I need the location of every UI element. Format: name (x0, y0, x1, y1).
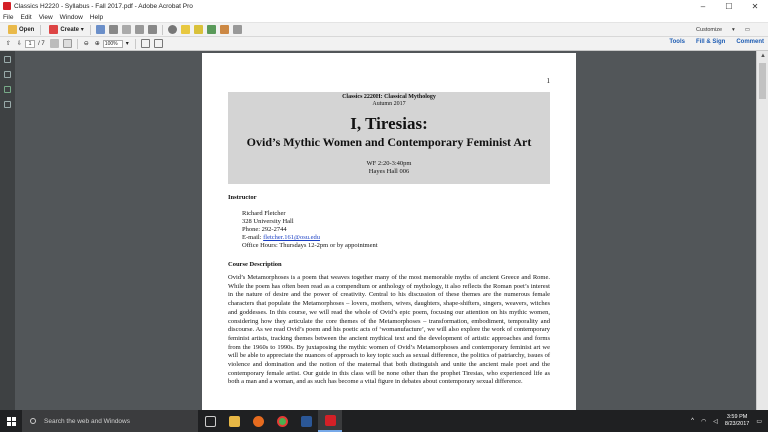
description-heading: Course Description (228, 261, 282, 268)
save-icon[interactable] (96, 25, 105, 34)
task-view-icon (205, 416, 216, 427)
maximize-button[interactable]: ☐ (725, 1, 733, 11)
instructor-email-link[interactable]: fletcher.161@osu.edu (263, 234, 321, 241)
print-icon[interactable] (109, 25, 118, 34)
navigation-pane (0, 51, 15, 410)
chevron-down-icon: ▾ (125, 41, 129, 47)
folder-icon (8, 25, 17, 34)
meeting-time: WF 2:20-3:40pm (366, 160, 412, 167)
arrow-down-icon: ⇩ (17, 41, 23, 47)
tools-link[interactable]: Tools (669, 39, 685, 45)
select-cursor-icon[interactable] (50, 39, 59, 48)
windows-taskbar (0, 410, 768, 432)
acrobat-icon (3, 2, 11, 10)
instructor-name: Richard Fletcher (242, 210, 286, 217)
divider (90, 25, 91, 35)
notifications-icon[interactable]: ▭ (756, 418, 762, 425)
menu-view[interactable]: View (38, 13, 53, 21)
taskbar-search[interactable] (22, 410, 198, 432)
settings-icon[interactable] (168, 25, 177, 34)
fit-page-icon[interactable] (141, 39, 150, 48)
customize-dropdown[interactable]: Customize ▾ ▭ (696, 27, 750, 33)
chevron-up-icon[interactable]: ^ (691, 418, 694, 424)
window-options-icon[interactable]: ▭ (744, 27, 750, 33)
menu-bar (0, 12, 768, 22)
instructor-heading: Instructor (228, 194, 257, 201)
instructor-office: 328 University Hall (242, 218, 294, 225)
full-screen-icon[interactable] (154, 39, 163, 48)
close-button[interactable]: ✕ (751, 1, 759, 11)
clock[interactable] (725, 414, 749, 428)
pdf-page (202, 53, 576, 410)
menu-file[interactable]: File (3, 13, 14, 21)
word-icon (301, 416, 312, 427)
minus-circle-icon: ⊖ (83, 41, 89, 47)
create-pdf-icon (49, 25, 58, 34)
divider (77, 39, 78, 49)
divider (135, 39, 136, 49)
attachments-icon[interactable] (4, 101, 11, 108)
arrow-up-icon: ⇧ (6, 41, 12, 47)
course-subtitle: Ovid’s Mythic Women and Contemporary Feminist Art (246, 135, 532, 149)
instructor-email-line: E-mail: fletcher.161@osu.edu (242, 234, 321, 241)
acrobat-icon (325, 415, 336, 426)
instructor-info (242, 210, 378, 250)
course-term: Autumn 2017 (372, 101, 406, 107)
acrobat-taskbar-button[interactable] (318, 410, 342, 432)
page-total: / 7 (38, 40, 45, 47)
title-bar (0, 0, 768, 12)
course-title: I, Tiresias: (350, 114, 428, 133)
scroll-up-icon[interactable]: ▲ (760, 53, 766, 59)
bookmarks-icon[interactable] (4, 71, 11, 78)
syllabus-header (228, 92, 550, 184)
next-page-button[interactable] (14, 38, 25, 49)
comment-icon[interactable] (181, 25, 190, 34)
task-pane-links (669, 39, 764, 45)
scroll-thumb[interactable] (759, 63, 766, 99)
chrome-icon (277, 416, 288, 427)
page-number: 1 (546, 77, 550, 85)
instructor-phone: Phone: 292-2744 (242, 226, 287, 233)
main-toolbar (0, 22, 768, 37)
edit-icon[interactable] (135, 25, 144, 34)
hand-tool-icon[interactable] (63, 39, 72, 48)
menu-window[interactable]: Window (59, 13, 83, 21)
fill-sign-link[interactable]: Fill & Sign (695, 39, 726, 45)
meeting-location: Hayes Hall 006 (368, 168, 410, 175)
menu-help[interactable]: Help (89, 13, 104, 21)
firefox-icon (253, 416, 264, 427)
vertical-scrollbar[interactable] (756, 51, 768, 410)
wifi-icon[interactable]: ◠ (700, 418, 707, 425)
share-icon[interactable] (207, 25, 216, 34)
windows-logo-icon (7, 417, 16, 426)
combine-icon[interactable] (148, 25, 157, 34)
chevron-down-icon: ▾ (732, 27, 735, 33)
course-code: Classics 2220H: Classical Mythology (342, 94, 436, 100)
folder-icon (229, 416, 240, 427)
create-button[interactable]: Create ▾ (44, 24, 86, 35)
prev-page-button[interactable] (3, 38, 14, 49)
firefox-button[interactable] (246, 410, 270, 432)
window-title: Classics H2220 - Syllabus - Fall 2017.pdf - Adobe Acrobat Pro (14, 2, 193, 10)
search-icon (30, 418, 36, 424)
page-thumbnails-icon[interactable] (4, 56, 11, 63)
course-schedule (228, 160, 550, 176)
start-button[interactable] (0, 410, 22, 432)
navigation-toolbar (0, 37, 768, 51)
instructor-hours: Office Hours: Thursdays 12-2pm or by appointment (242, 242, 378, 249)
minimize-button[interactable]: – (700, 1, 706, 11)
divider (40, 25, 41, 35)
course-description: Ovid’s Metamorphoses is a poem that weaves together many of the most memorable myths of ancient Greece and Rome. While the poem has often been read as a compendium or anthology of mythology, it also reflects the Roman poet’s interest in the nature of desire and the power of creativity. Central to his discussion of these themes are the numerous female characters that populate the Metamorphoses – lovers, mothers, wives, daughters, shape-shifters, singers, weavers, witches and goddesses. In this course, we will read the whole of Ovid’s epic poem, focusing our attention on his mythic women, considering how they articulate the core themes of the Metamorphoses – transformation, embodiment, temporality and discourse. As we read Ovid’s poem and his poetic acts of ‘womanufacture’, we will also explore the work of contemporary feminist artists, tracking themes between the ancient mythical text and the development of artistic approaches and forms from the 1960s to 1990s. By juxtaposing the mythic women of Ovid’s Metamorphoses and contemporary feminist art we will be able to appreciate the nuances of approach to key topic such as sexual difference, the politics of patriarchy, issues of violence and domination and the notion of the maternal that both distinguish and unite the ancient male poet and the contemporary female artist. Our guide in this class will be none other than the prophet Tiresias, who experienced life as both a man and a woman, and as such has become a vital figure in debates about contemporary sexual difference. (228, 274, 550, 386)
sign-icon[interactable] (233, 25, 242, 34)
file-explorer-button[interactable] (222, 410, 246, 432)
menu-edit[interactable]: Edit (20, 13, 32, 21)
zoom-input[interactable]: 100% (103, 40, 123, 48)
chrome-button[interactable] (270, 410, 294, 432)
highlight-icon[interactable] (194, 25, 203, 34)
zoom-out-button[interactable] (81, 38, 92, 49)
word-button[interactable] (294, 410, 318, 432)
task-view-button[interactable] (198, 410, 222, 432)
open-button[interactable]: Open (3, 24, 37, 35)
page-number-input[interactable]: 1 (25, 40, 35, 48)
comment-link[interactable]: Comment (736, 39, 764, 45)
search-placeholder: Search the web and Windows (44, 417, 130, 425)
email-icon[interactable] (122, 25, 131, 34)
document-viewport[interactable] (15, 51, 756, 410)
clock-date: 8/23/2017 (724, 421, 750, 427)
signatures-icon[interactable] (4, 86, 11, 93)
zoom-in-button[interactable] (92, 38, 103, 49)
volume-icon[interactable]: ◁ (713, 418, 718, 425)
stamp-icon[interactable] (220, 25, 229, 34)
divider (162, 25, 163, 35)
system-tray (691, 410, 762, 432)
plus-circle-icon: ⊕ (94, 41, 100, 47)
clock-time: 3:59 PM (726, 414, 748, 420)
zoom-dropdown[interactable] (123, 38, 132, 49)
